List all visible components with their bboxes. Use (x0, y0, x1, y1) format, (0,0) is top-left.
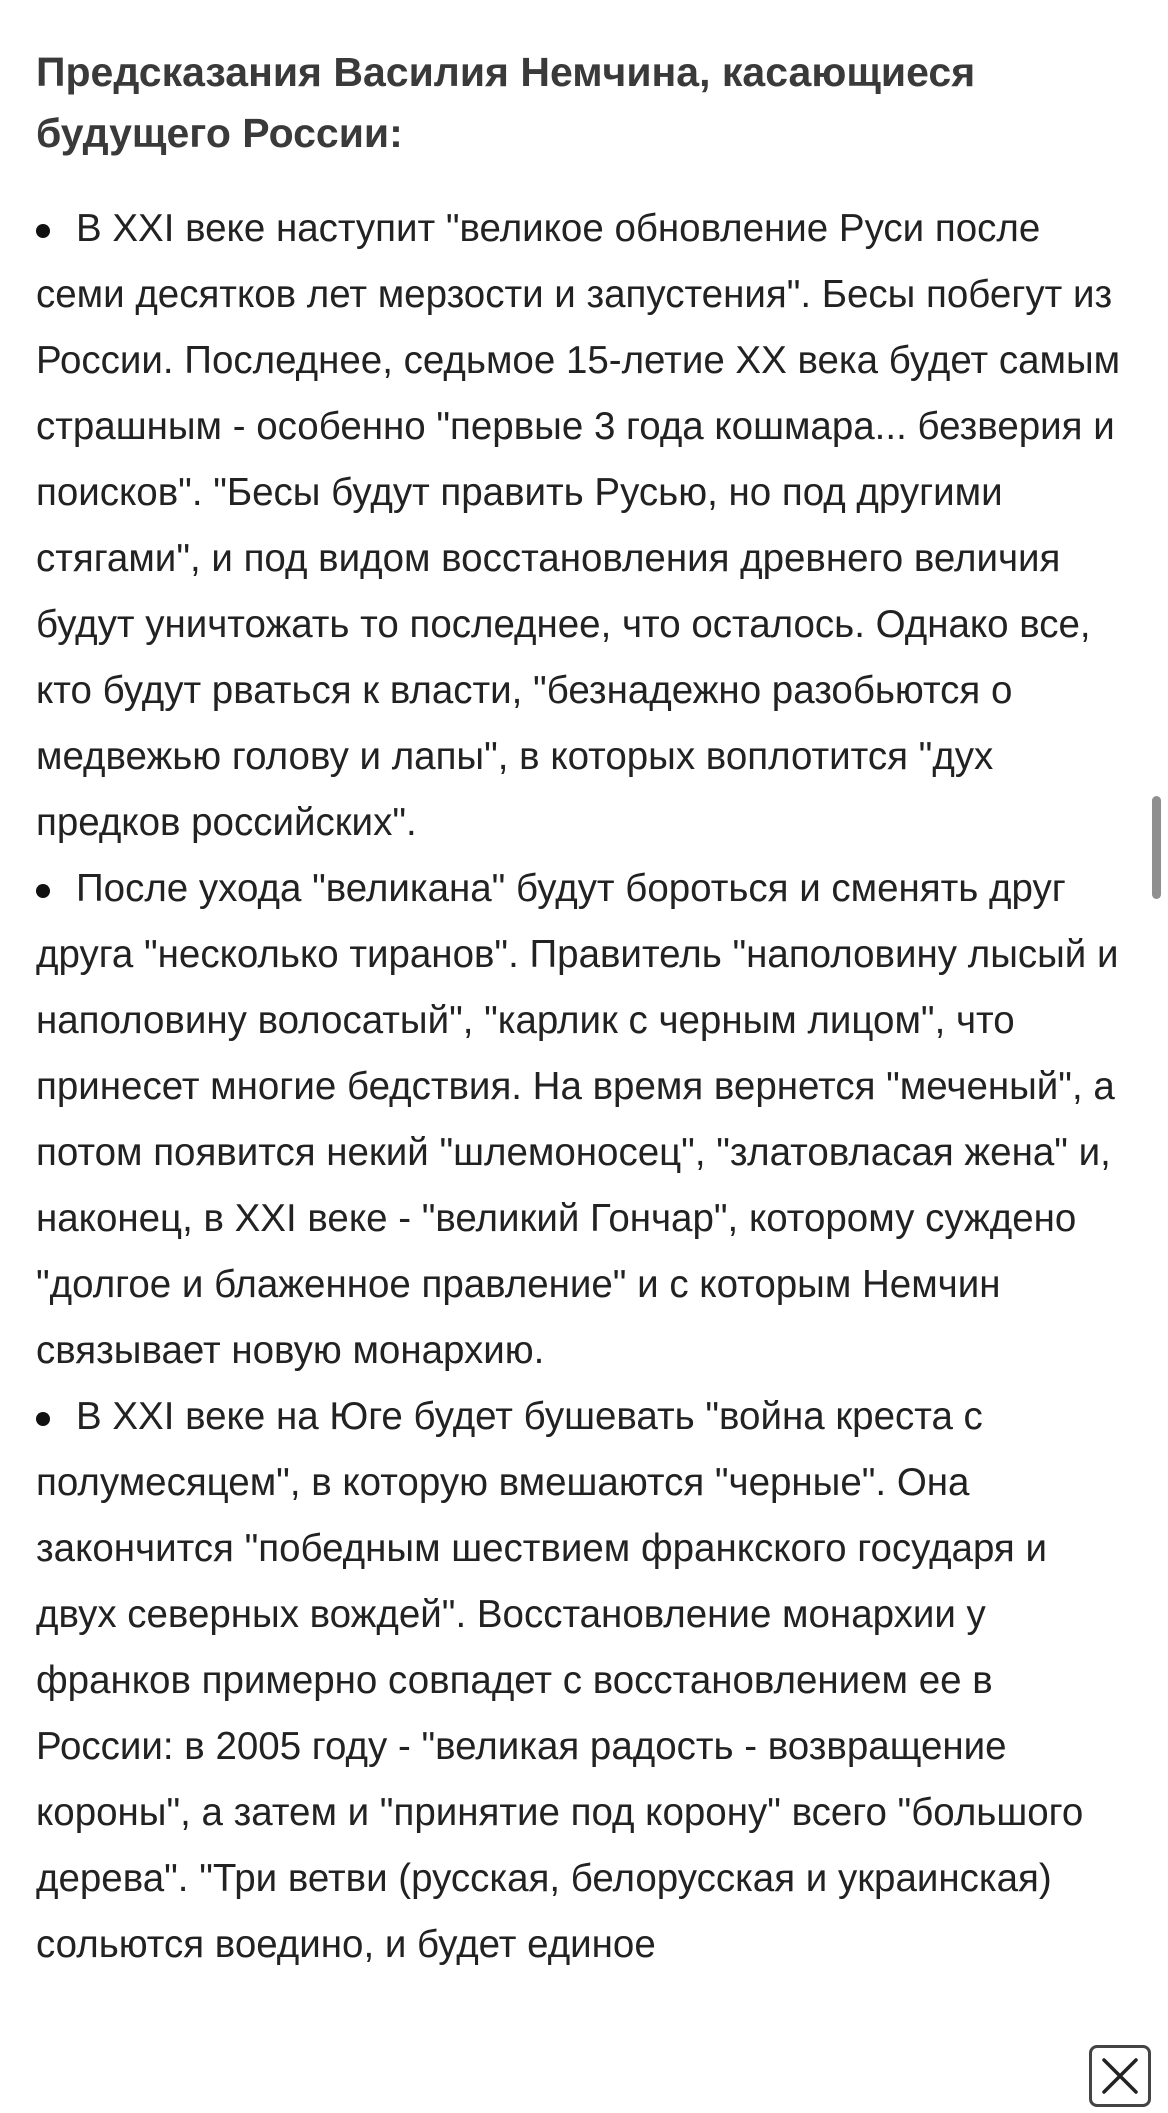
bullet-icon (36, 1412, 50, 1426)
bullet-icon (36, 224, 50, 238)
list-item (36, 1384, 1138, 1978)
article-heading: Предсказания Василия Немчина, касающиеся будущего России: (36, 49, 976, 156)
scrollbar-thumb[interactable] (1152, 796, 1161, 899)
article (36, 42, 1136, 1978)
list-item (36, 196, 1138, 856)
list-item (36, 856, 1138, 1384)
list-item-text: В XXI веке на Юге будет бушевать "война креста с полумесяцем", в которую вмешаются "черные". Она закончится "победным шествием франкского государя и двух северных вождей". Восстановление монархии у франков примерно совпадет с восстановлением ее в России: в 2005 году - "великая радость - возвращение короны", а затем и "принятие под корону" всего "большого дерева". "Три ветви (русская, белорусская и украинская) сольются воедино, и будет единое (36, 1395, 1084, 1966)
close-icon (1100, 2056, 1140, 2096)
list-item-text: В XXI веке наступит "великое обновление Руси после семи десятков лет мерзости и запустения". Бесы побегут из России. Последнее, седьмое 15-летие XX века будет самым страшным - особенно "первые 3 года кошмара... безверия и поисков". "Бесы будут править Русью, но под другими стягами", и под видом восстановления древнего величия будут уничтожать то последнее, что осталось. Однако все, кто будут рваться к власти, "безнадежно разобьются о медвежью голову и лапы", в которых воплотится "дух предков российских". (36, 207, 1121, 844)
close-button[interactable] (1089, 2045, 1151, 2107)
list-item-text: После ухода "великана" будут бороться и сменять друг друга "несколько тиранов". Правитель "наполовину лысый и наполовину волосатый", "карлик с черным лицом", что принесет многие бедствия. На время вернется "меченый", а потом появится некий "шлемоносец", "златовласая жена" и, наконец, в XXI веке - "великий Гончар", которому суждено "долгое и блаженное правление" и с которым Немчин связывает новую монархию. (36, 867, 1119, 1372)
bullet-icon (36, 884, 50, 898)
prediction-list (36, 196, 1136, 1978)
